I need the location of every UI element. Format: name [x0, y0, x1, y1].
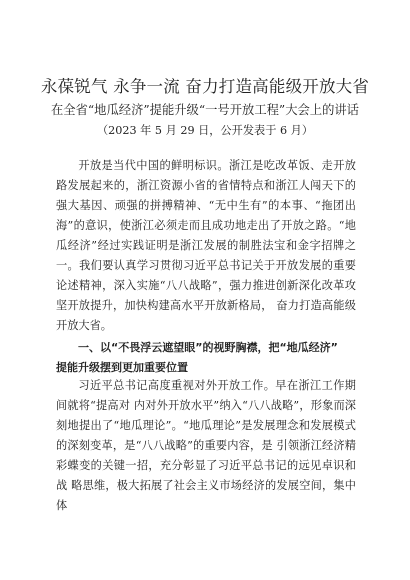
document-subtitle: 在全省“地瓜经济”提能升级“一号开放工程”大会上的讲话 [51, 103, 359, 117]
paragraph-text: 习近平总书记高度重视对外开放工作。早在浙江工作期间就将“提高对 内对外开放水平”纳入“八八战略”，形象而深刻地提出了“地瓜理论”。“地瓜理论”是发展理念和发展模式的深刻变革，是“八八战略”的重要内容，是 引领浙江经济精彩蝶变的关键一招，充分彰显了习近平总书记的远见卓识和战 略思维，极大拓展了社会主义市场经济的发展空间，集中体 [56, 379, 356, 512]
publication-date: （2023 年 5 月 29 日，公开发表于 6 月） [96, 124, 314, 137]
document-title: 永葆锐气 永争一流 奋力打造高能级开放大省 [40, 77, 370, 96]
body-paragraph-2 [56, 376, 356, 516]
body-paragraph-1 [56, 156, 356, 336]
section-heading-line-1: 一、以“不畏浮云遮望眼”的视野胸襟，把“地瓜经济” [78, 341, 338, 354]
section-heading [56, 338, 356, 378]
section-heading-line-2: 提能升级摆到更加重要位置 [56, 361, 188, 374]
paragraph-text: 开放是当代中国的鲜明标识。浙江是吃改革饭、走开放路发展起来的，浙江资源小省的省情特点和浙江人闯天下的强大基因、顽强的拼搏精神、“无中生有”的本事、“拖团出海”的意识，使浙江必须走而且成功地走出了开放之路。“地瓜经济”经过实践证明是浙江发展的制胜法宝和金字招牌之一。我们要认真学习贯彻习近平总书记关于开放发展的重要论述精神，深入实施“八八战略”，强力推进创新深化改革攻坚开放提升，加快构建高水平开放新格局， 奋力打造高能级开放大省。 [56, 159, 356, 332]
